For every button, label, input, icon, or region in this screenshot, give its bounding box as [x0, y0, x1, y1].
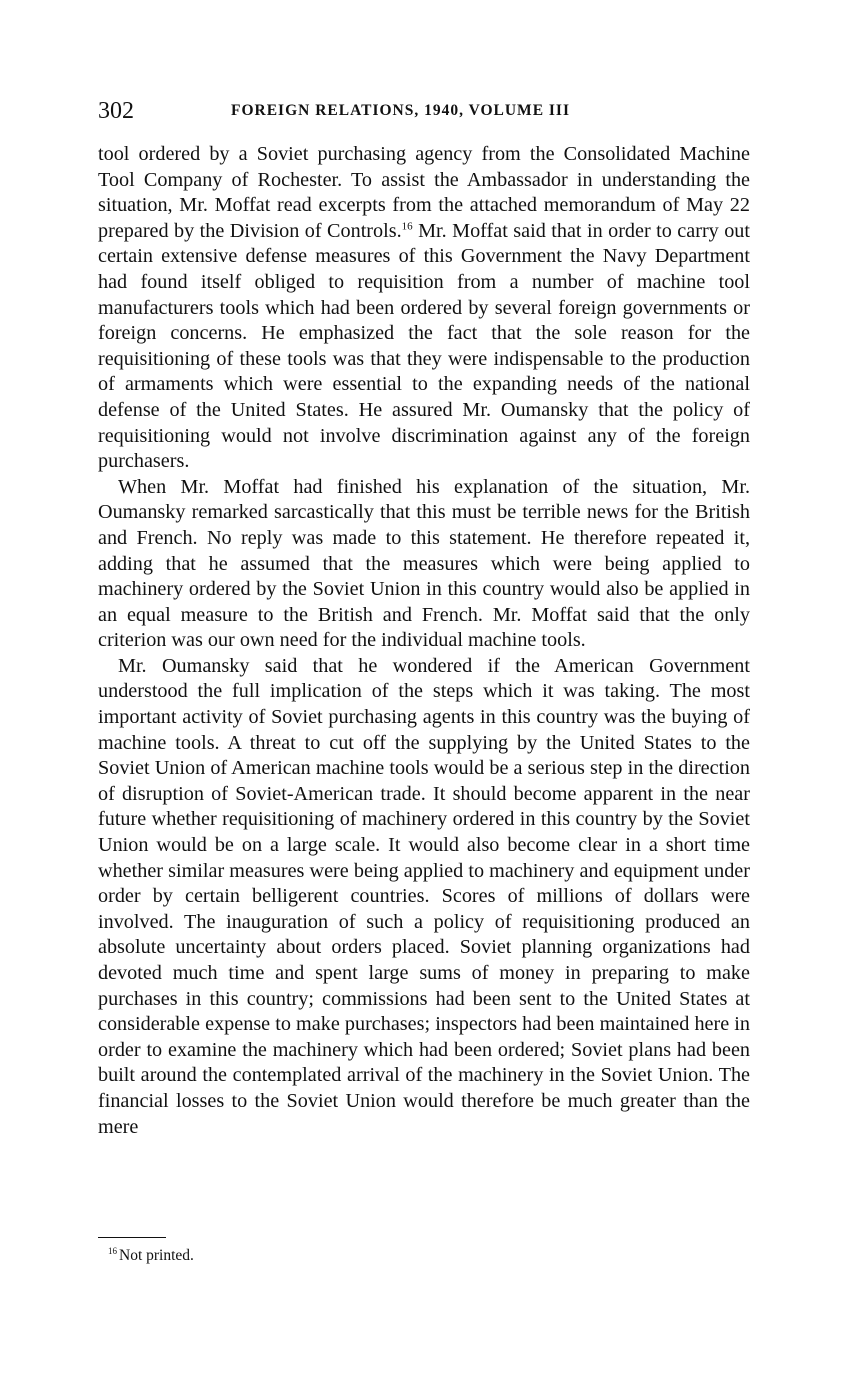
- footnote-divider: [98, 1237, 166, 1238]
- body-text: [98, 142, 750, 1140]
- paragraph-1-continued: Mr. Moffat said that in order to carry out certain extensive defense measures of this Government the Navy Department had found itself obliged to requisition from a number of machine tool manufacturers tools which had been ordered by several foreign governments or foreign concerns. He emphasized the fact that the sole reason for the requisitioning of these tools was that they were indispensable to the production of armaments which were essential to the expanding needs of the national defense of the United States. He assured Mr. Oumansky that the policy of requisitioning would not involve discrimination against any of the foreign purchasers.: [98, 219, 750, 473]
- page-number: 302: [98, 98, 134, 124]
- running-head: FOREIGN RELATIONS, 1940, VOLUME III: [231, 102, 570, 119]
- footnote-mark: 16: [108, 1245, 117, 1256]
- footnote: [108, 1246, 194, 1266]
- paragraph-3: Mr. Oumansky said that he wondered if the American Government understood the full implication of the steps which it was taking. The most important activity of Soviet purchasing agents in this country was the buying of machine tools. A threat to cut off the supplying by the United States to the Soviet Union of American machine tools would be a serious step in the direction of disruption of Soviet-American trade. It should become apparent in the near future whether requisitioning of machinery ordered in this country by the Soviet Union would be on a large scale. It would also become clear in a short time whether similar measures were being applied to machinery and equipment under order by certain belligerent countries. Scores of millions of dollars were involved. The inauguration of such a policy of requisitioning produced an absolute uncertainty about orders placed. Soviet planning organizations had devoted much time and spent large sums of money in preparing to make purchases in this country; commissions had been sent to the United States at considerable expense to make purchases; inspectors had been maintained here in order to examine the machinery which had been ordered; Soviet plans had been built around the contemplated arrival of the machinery in the Soviet Union. The financial losses to the Soviet Union would therefore be much greater than the mere: [98, 654, 750, 1138]
- paragraph-2: When Mr. Moffat had finished his explanation of the situation, Mr. Oumansky remarked sarcastically that this must be terrible news for the British and French. No reply was made to this statement. He therefore repeated it, adding that he assumed that the measures which were being applied to machinery ordered by the Soviet Union in this country would also be applied in an equal measure to the British and French. Mr. Moffat said that the only criterion was our own need for the individual machine tools.: [98, 475, 750, 652]
- footnote-reference: 16: [401, 220, 413, 233]
- page-header: [98, 96, 750, 126]
- paragraph-1: [98, 142, 750, 475]
- footnote-text: Not printed.: [119, 1247, 194, 1264]
- paragraph-1-text: tool ordered by a Soviet purchasing agency from the Consolidated Machine Tool Company of Rochester. To assist the Ambassador in understanding the situation, Mr. Moffat read excerpts from the attached memorandum of May 22 prepared by the Division of Controls.: [98, 143, 750, 242]
